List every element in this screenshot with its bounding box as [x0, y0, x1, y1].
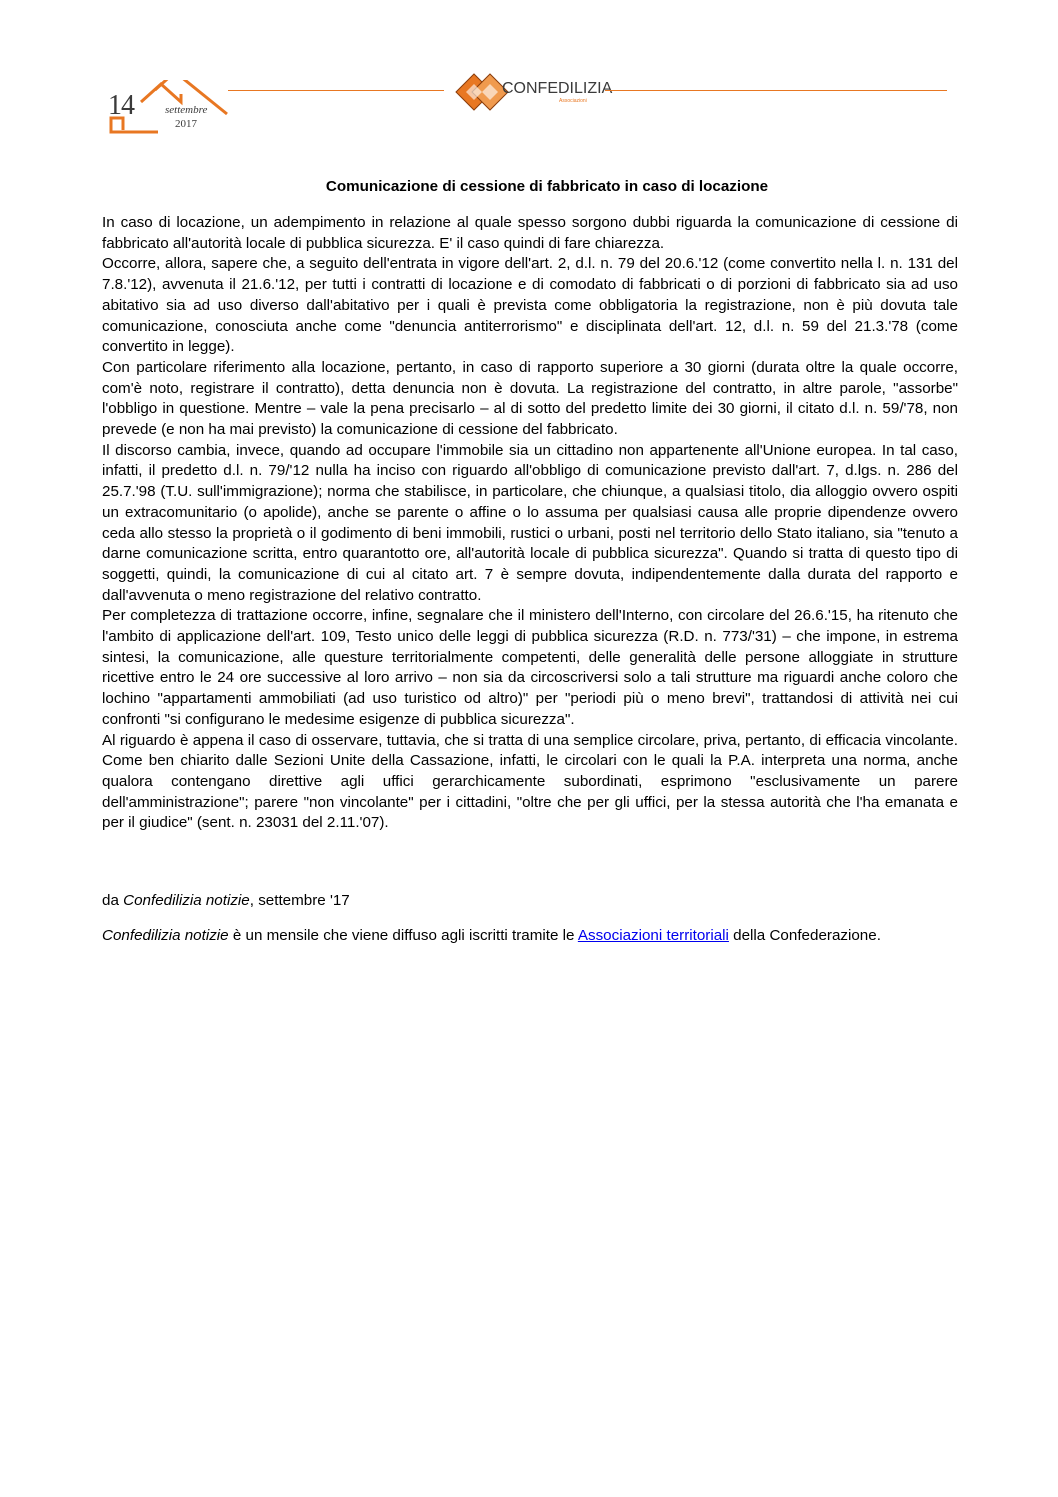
article-paragraph-5: Per completezza di trattazione occorre, infine, segnalare che il ministero dell'Interno, con circolare del 26.6.'15, ha ritenuto che l'ambito di applicazione dell'art. 109, Testo unico delle leggi di pubblica sicurezza (R.D. n. 773/'31) – che impone, in estrema sintesi, la comunicazione, alle questure territorialmente competenti, delle generalità delle persone alloggiate in strutture ricettive entro le 24 ore successive al loro arrivo – non sia da circoscriversi solo a tali strutture ma riguardi anche coloro che lochino "appartamenti ammobiliati (ad uso turistico od altro)" per "periodi più o meno brevi", trattandosi di attività nei cui confronti "si configurano le medesime esigenze di pubblica sicurezza". — [102, 607, 958, 728]
logo-subtitle: Associazioni — [559, 98, 587, 104]
issue-year: 2017 — [175, 118, 197, 130]
issue-month: settembre — [165, 104, 208, 116]
article-paragraph-3: Con particolare riferimento alla locazione, pertanto, in caso di rapporto superiore a 30 giorni (durata oltre la quale occorre, com'è noto, registrare il contratto), detta denuncia non è dovuta. La registrazione del contratto, in altre parole, "assorbe" l'obbligo in questione. Mentre – vale la pena precisarlo – al di sotto del predetto limite dei 30 giorni, il citato d.l. n. 59/'78, non prevede (e non ha mai previsto) la comunicazione di cessione del fabbricato. — [102, 358, 958, 439]
article-paragraph-4: Il discorso cambia, invece, quando ad occupare l'immobile sia un cittadino non appartenente all'Unione europea. In tal caso, infatti, il predetto d.l. n. 79/'12 nulla ha inciso con riguardo all'obbligo di comunicazione previsto dall'art. 7, d.lgs. n. 286 del 25.7.'98 (T.U. sull'immigrazione); norma che stabilisce, in particolare, che chiunque, a qualsiasi titolo, dia alloggio ovvero ospiti un extracomunitario (o apolide), anche se parente o affine o lo assuma per qualsiasi causa alle proprie dipendenze ovvero ceda allo stesso la proprietà o il godimento di beni immobili, rustici o urbani, posti nel territorio dello Stato italiano, sia "tenuto a darne comunicazione scritta, entro quarantotto ore, all'autorità locale di pubblica sicurezza". Quando si tratta di questo tipo di soggetti, quindi, la comunicazione di cui al citato art. 7 è sempre dovuta, indipendentemente dalla durata del rapporto e dall'avvenuta o meno registrazione del relativo contratto. — [102, 441, 958, 604]
note-text-after: della Confederazione. — [728, 927, 881, 945]
article-body — [102, 178, 958, 946]
header-rule-right — [605, 90, 947, 91]
header-rule-left — [228, 90, 444, 91]
article-paragraph-2: Occorre, allora, sapere che, a seguito dell'entrata in vigore dell'art. 2, d.l. n. 79 del 20.6.'12 (come convertito nella l. n. 131 del 7.8.'12), avvenuta il 21.6.'12, per tutti i contratti di locazione e di comodato di fabbricati o di porzioni di fabbricato sia ad uso abitativo sia ad uso diverso dall'abitativo per i quali è prevista come obbligatoria la registrazione, non è più dovuta tale comunicazione, conosciuta anche come "denuncia antiterrorismo" e disciplinata dell'art. 12, d.l. n. 59 del 21.3.'78 (come convertito in legge). — [102, 255, 958, 356]
source-publication: Confedilizia notizie — [123, 892, 250, 910]
source-suffix: , settembre '17 — [249, 892, 350, 910]
article-title: Comunicazione di cessione di fabbricato in caso di locazione — [325, 178, 769, 195]
article-paragraph-6: Al riguardo è appena il caso di osservare, tuttavia, che si tratta di una semplice circolare, priva, pertanto, di efficacia vincolante. Come ben chiarito dalle Sezioni Unite della Cassazione, infatti, le circolari con le quali la P.A. interpreta una norma, anche qualora contengano direttive agli uffici gerarchicamente subordinati, esprimono "esclusivamente un parere dell'amministrazione"; parere "non vincolante" per i cittadini, "oltre che per gli uffici, per la stessa autorità che l'ha emanata e per il giudice" (sent. n. 23031 del 2.11.'07). — [102, 731, 958, 832]
note-publication: Confedilizia notizie — [102, 927, 229, 945]
publication-note — [102, 925, 958, 946]
issue-day: 14 — [108, 90, 134, 121]
article-paragraph-1: In caso di locazione, un adempimento in relazione al quale spesso sorgono dubbi riguarda la comunicazione di cessione di fabbricato all'autorità locale di pubblica sicurezza. E' il caso quindi di fare chiarezza. — [102, 214, 958, 252]
source-prefix: da — [102, 892, 124, 910]
page-header — [0, 0, 1058, 150]
logo-wordmark: CONFEDILIZIA — [502, 80, 613, 97]
source-line — [102, 892, 958, 909]
issue-date-mark — [103, 80, 233, 140]
note-text-before: è un mensile che viene diffuso agli iscritti tramite le — [228, 927, 578, 945]
confedilizia-logo — [452, 70, 613, 120]
associazioni-territoriali-link[interactable]: Associazioni territoriali — [577, 927, 729, 945]
